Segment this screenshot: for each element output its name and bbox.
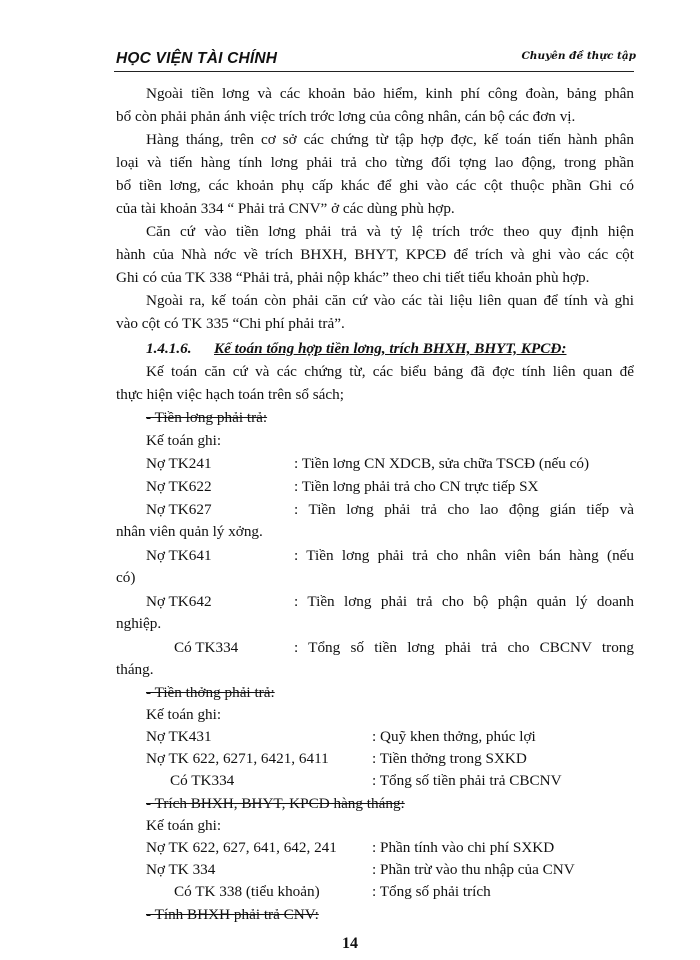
entry-account: Có TK334: [174, 639, 239, 656]
paragraph-line: vào cột có TK 335 “Chi phí phải trả”.: [116, 315, 345, 332]
entry-description: : Tiền lơng CN XDCB, sửa chữa TSCĐ (nếu có): [294, 455, 590, 472]
paragraph-line: Hàng tháng, trên cơ sở các chứng từ tập hợp đợc, kế toán tiến hành phân: [146, 131, 634, 148]
entry-account: Nợ TK627: [146, 501, 212, 518]
entry-description: : Tiền lơng phải trả cho lao động gián tiếp và: [294, 501, 634, 518]
entry-description: : Tiền thởng trong SXKD: [372, 750, 527, 767]
entry-account: Nợ TK642: [146, 593, 212, 610]
paragraph-line: bổ còn phải phản ánh việc trích trớc lơng của công nhân, cán bộ các đơn vị.: [116, 108, 576, 125]
entry-continuation: có): [116, 569, 136, 586]
entry-description: : Tổng số tiền phải trả CBCNV: [372, 772, 562, 789]
paragraph-line: bổ tiền lơng, các khoản phụ cấp khác để ghi vào các cột thuộc phần Ghi có: [116, 177, 634, 194]
wages-label: - Tiền lơng phải trả:: [146, 409, 268, 426]
entry-account: Nợ TK641: [146, 547, 212, 564]
paragraph-line: Ngoài tiền lơng và các khoản bảo hiểm, kinh phí công đoàn, bảng phân: [146, 85, 634, 102]
paragraph-line: Ghi có của TK 338 “Phải trả, phải nộp khác” theo chi tiết tiểu khoản phù hợp.: [116, 269, 590, 286]
insurance-intro: Kế toán ghi:: [146, 817, 222, 834]
entry-account: Nợ TK 334: [146, 861, 216, 878]
header-rule: [114, 71, 634, 72]
entry-continuation: tháng.: [116, 661, 154, 678]
entry-description: : Phần trừ vào thu nhập của CNV: [372, 861, 575, 878]
paragraph-line: của tài khoản 334 “ Phải trả CNV” ở các dùng phù hợp.: [116, 200, 455, 217]
paragraph-line: Căn cứ vào tiền lơng phải trả và tỷ lệ trích trớc theo quy định hiện: [146, 223, 634, 240]
paragraph-line: hành của Nhà nớc về trích BHXH, BHYT, KPCĐ để trích và ghi vào các cột: [116, 246, 634, 263]
entry-description: : Tiền lơng phải trả cho bộ phận quản lý doanh: [294, 593, 634, 610]
section-number: 1.4.1.6.: [146, 340, 192, 357]
bonus-label: - Tiền thởng phải trả:: [146, 684, 275, 701]
entry-continuation: nghiệp.: [116, 615, 162, 632]
last-label: - Tính BHXH phải trả CNV:: [146, 906, 319, 923]
entry-description: : Phần tính vào chi phí SXKD: [372, 839, 555, 856]
bonus-intro: Kế toán ghi:: [146, 706, 222, 723]
paragraph-line: thực hiện việc hạch toán trên sổ sách;: [116, 386, 344, 403]
entry-account: Nợ TK241: [146, 455, 212, 472]
paragraph-line: loại và tiến hàng tính lơng phải trả cho từng đối tợng lao động, trong phần: [116, 154, 634, 171]
entry-description: : Tổng số tiền lơng phải trả cho CBCNV trong: [294, 639, 634, 656]
entry-account: Nợ TK 622, 6271, 6421, 6411: [146, 750, 329, 767]
paragraph-line: Kế toán căn cứ và các chứng từ, các biểu bảng đã đợc tính liên quan để: [146, 363, 634, 380]
entry-account: Nợ TK622: [146, 478, 212, 495]
header-subtitle: Chuyên đề thực tập: [521, 50, 636, 62]
entry-account: Có TK 338 (tiểu khoản): [174, 883, 320, 900]
header-institution: HỌC VIỆN TÀI CHÍNH: [116, 50, 278, 67]
page-number: 14: [342, 935, 358, 952]
paragraph-line: Ngoài ra, kế toán còn phải căn cứ vào các tài liệu liên quan để tính và ghi: [146, 292, 634, 309]
entry-description: : Tiền lơng phải trả cho CN trực tiếp SX: [294, 478, 539, 495]
entry-description: : Tiền lơng phải trả cho nhân viên bán hàng (nếu: [294, 547, 634, 564]
section-title: Kế toán tổng hợp tiền lơng, trích BHXH, BHYT, KPCĐ:: [214, 340, 567, 357]
wages-intro: Kế toán ghi:: [146, 432, 222, 449]
entry-account: Nợ TK 622, 627, 641, 642, 241: [146, 839, 337, 856]
entry-description: : Quỹ khen thởng, phúc lợi: [372, 728, 536, 745]
entry-description: : Tổng số phải trích: [372, 883, 491, 900]
entry-continuation: nhân viên quản lý xởng.: [116, 523, 263, 540]
entry-account: Nợ TK431: [146, 728, 212, 745]
insurance-label: - Trích BHXH, BHYT, KPCĐ hàng tháng:: [146, 795, 405, 812]
entry-account: Có TK334: [170, 772, 235, 789]
